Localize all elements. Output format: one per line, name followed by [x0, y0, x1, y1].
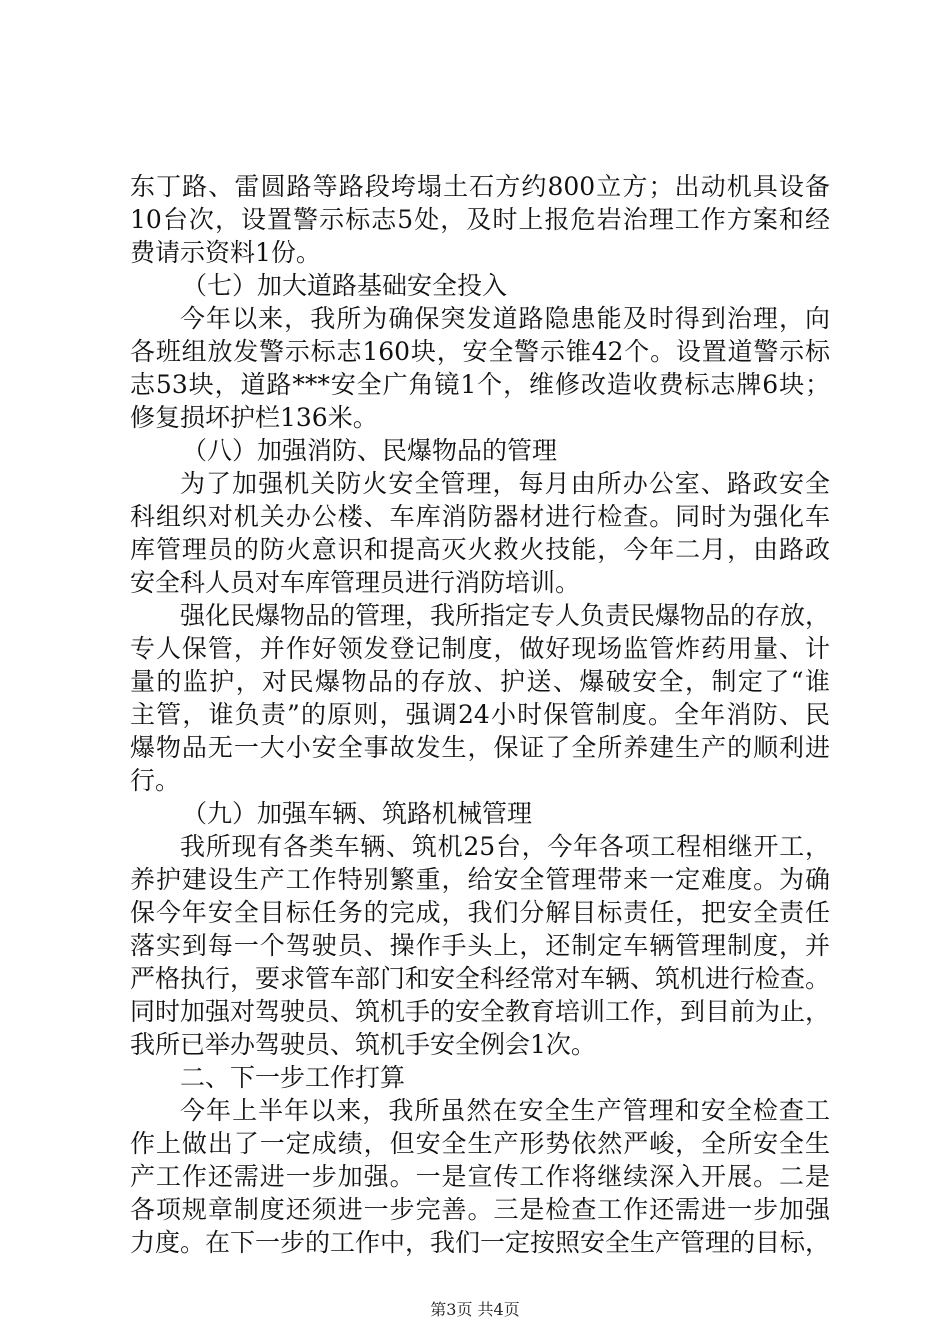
text-line: 保今年安全目标任务的完成，我们分解目标责任，把安全责任 — [130, 898, 830, 927]
section-heading: （九）加强车辆、筑路机械管理 — [182, 799, 533, 828]
text-line: 二、下一步工作打算 — [180, 1063, 406, 1092]
text-line: 志53块，道路***安全广角镜1个，维修改造收费标志牌6块； — [130, 370, 830, 399]
text-line: 费请示资料1份。 — [130, 238, 321, 267]
text-line: 专人保管，并作好领发登记制度，做好现场监管炸药用量、计 — [130, 634, 830, 663]
text-line: 养护建设生产工作特别繁重，给安全管理带来一定难度。为确 — [130, 865, 830, 894]
text-line: 产工作还需进一步加强。一是宣传工作将继续深入开展。二是 — [130, 1162, 830, 1191]
text-line: 东丁路、雷圆路等路段垮塌土石方约800立方；出动机具设备 — [130, 172, 830, 201]
text-line: 今年以来，我所为确保突发道路隐患能及时得到治理，向 — [180, 304, 830, 333]
text-line: 严格执行，要求管车部门和安全科经常对车辆、筑机进行检查。 — [130, 964, 831, 993]
text-line: 今年上半年以来，我所虽然在安全生产管理和安全检查工 — [180, 1096, 830, 1125]
section-heading: （七）加大道路基础安全投入 — [182, 271, 508, 300]
text-line: 落实到每一个驾驶员、操作手头上，还制定车辆管理制度，并 — [130, 931, 830, 960]
text-line: 主管，谁负责”的原则，强调24小时保管制度。全年消防、民 — [130, 700, 830, 729]
text-line: 爆物品无一大小安全事故发生，保证了全所养建生产的顺利进 — [130, 733, 830, 762]
text-line: 作上做出了一定成绩，但安全生产形势依然严峻，全所安全生 — [130, 1129, 830, 1158]
text-line: 同时加强对驾驶员、筑机手的安全教育培训工作，到目前为止， — [130, 997, 831, 1026]
text-line: 力度。在下一步的工作中，我们一定按照安全生产管理的目标， — [130, 1228, 831, 1257]
text-line: 我所现有各类车辆、筑机25台，今年各项工程相继开工， — [180, 832, 830, 861]
text-line: 库管理员的防火意识和提高灭火救火技能，今年二月，由路政 — [130, 535, 830, 564]
text-line: 行。 — [130, 766, 181, 795]
text-line: 修复损坏护栏136米。 — [130, 403, 378, 432]
text-line: 量的监护，对民爆物品的存放、护送、爆破安全，制定了“谁 — [130, 667, 830, 696]
text-line: 10台次，设置警示标志5处，及时上报危岩治理工作方案和经 — [130, 205, 830, 234]
text-line: 安全科人员对车库管理员进行消防培训。 — [130, 568, 581, 597]
document-body — [130, 170, 830, 1259]
text-line: 各项规章制度还须进一步完善。三是检查工作还需进一步加强 — [130, 1195, 830, 1224]
page-footer: 第3页 共4页 — [430, 1300, 520, 1319]
text-line: 各班组放发警示标志160块，安全警示锥42个。设置道警示标 — [130, 337, 830, 366]
section-heading: （八）加强消防、民爆物品的管理 — [182, 436, 558, 465]
text-line: 强化民爆物品的管理，我所指定专人负责民爆物品的存放， — [180, 601, 831, 630]
text-line: 科组织对机关办公楼、车库消防器材进行检查。同时为强化车 — [130, 502, 830, 531]
text-line: 为了加强机关防火安全管理，每月由所办公室、路政安全 — [180, 469, 830, 498]
text-line: 我所已举办驾驶员、筑机手安全例会1次。 — [130, 1030, 596, 1059]
